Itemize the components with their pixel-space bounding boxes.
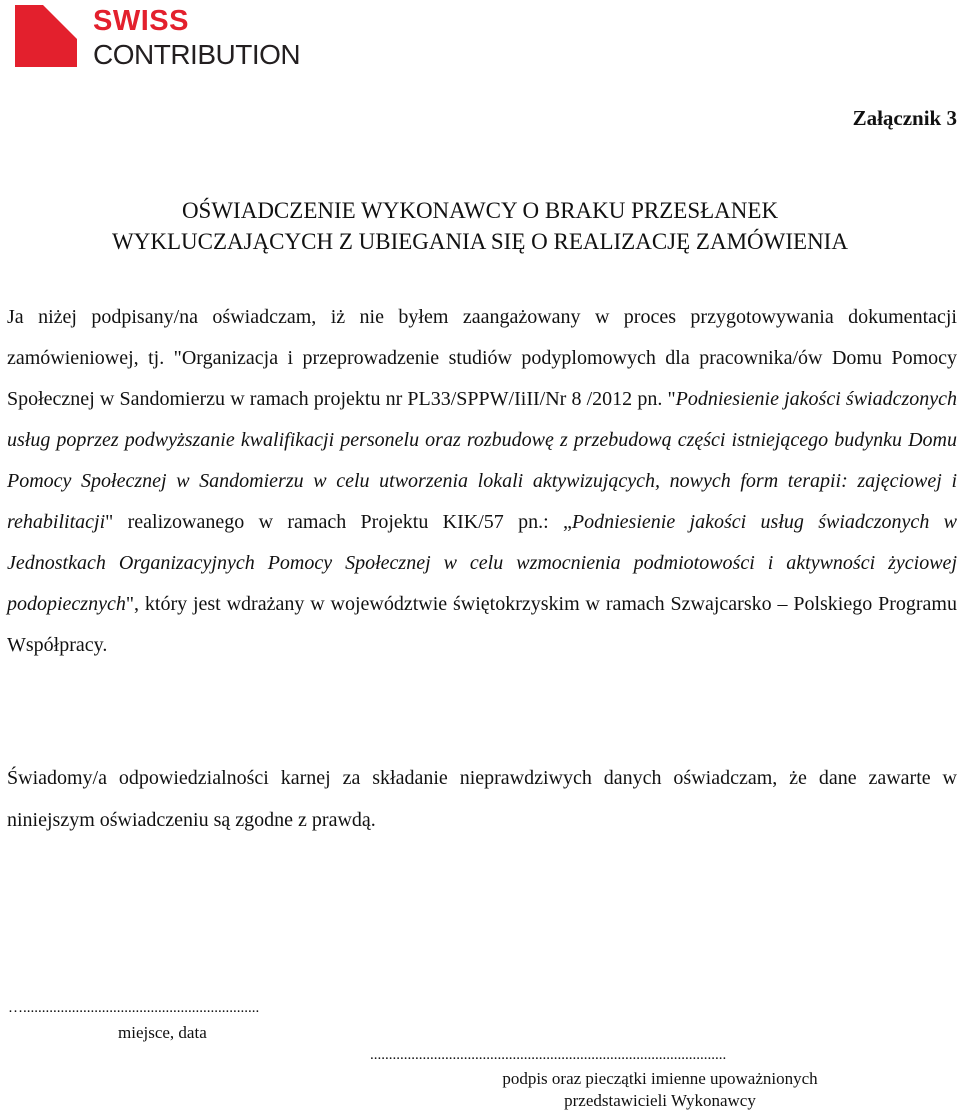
document-title bbox=[0, 195, 960, 257]
project-title: Podniesienie jakości świadczonych usług poprzez podwyższanie kwalifikacji personelu oraz rozbudowę z przebudową części istniejącego budynku Domu Pomocy Społecznej w Sandomierzu w celu utworzenia lokali aktywizujących, nowych form terapii: zajęciowej i rehabilitacji bbox=[7, 388, 958, 533]
declaration-part-3: w ramach projektu nr PL33/SPPW/IiII/Nr 8 /2012 pn. " bbox=[230, 388, 676, 410]
signature-line: ............................................................................................... bbox=[370, 1047, 727, 1063]
liability-text: Świadomy/a odpowiedzialności karnej za składanie nieprawdziwych danych oświadczam, że dane zawarte w niniejszym oświadczeniu są zgodne z prawdą. bbox=[7, 767, 957, 831]
project2-title: Podniesienie jakości usług świadczonych w Jednostkach Organizacyjnych Pomocy Społecznej w celu wzmocnienia podmiotowości i aktywności życiowej podopiecznych bbox=[7, 511, 957, 615]
swiss-cross-icon bbox=[15, 5, 77, 67]
logo-text-contribution: CONTRIBUTION bbox=[93, 39, 301, 70]
signature-label bbox=[470, 1068, 850, 1112]
signature-label-line-1: podpis oraz pieczątki imienne upoważnionych bbox=[502, 1069, 818, 1088]
liability-paragraph bbox=[7, 757, 957, 841]
title-line-1: OŚWIADCZENIE WYKONAWCY O BRAKU PRZESŁANEK bbox=[181, 198, 779, 223]
declaration-part-5: ", który jest wdrażany w województwie świętokrzyskim w ramach Szwajcarsko – Polskiego Programu Współpracy. bbox=[7, 593, 957, 656]
declaration-part-1: Ja niżej podpisany/na oświadczam, iż nie byłem zaangażowany w proces przygotowywania dokumentacji zamówieniowej, tj. "Organizacja i przeprowadzenie studiów podyplomowych dla pracownika/ów bbox=[7, 306, 957, 369]
signature-label-line-2: przedstawicieli Wykonawcy bbox=[564, 1091, 756, 1110]
place-date-label: miejsce, data bbox=[118, 1023, 207, 1042]
annex-label: Załącznik 3 bbox=[852, 106, 957, 130]
logo-text-swiss: SWISS bbox=[93, 5, 189, 37]
swiss-contribution-logo bbox=[15, 5, 335, 70]
declaration-paragraph bbox=[7, 297, 957, 666]
title-line-2: WYKLUCZAJĄCYCH Z UBIEGANIA SIĘ O REALIZACJĘ ZAMÓWIENIA bbox=[112, 229, 848, 254]
declaration-part-4: " realizowanego w ramach Projektu KIK/57 pn.: „ bbox=[105, 511, 572, 533]
declaration-part-2: Domu Pomocy Społecznej w Sandomierzu bbox=[7, 347, 958, 410]
place-date-line: …............................................................... bbox=[8, 1000, 260, 1016]
